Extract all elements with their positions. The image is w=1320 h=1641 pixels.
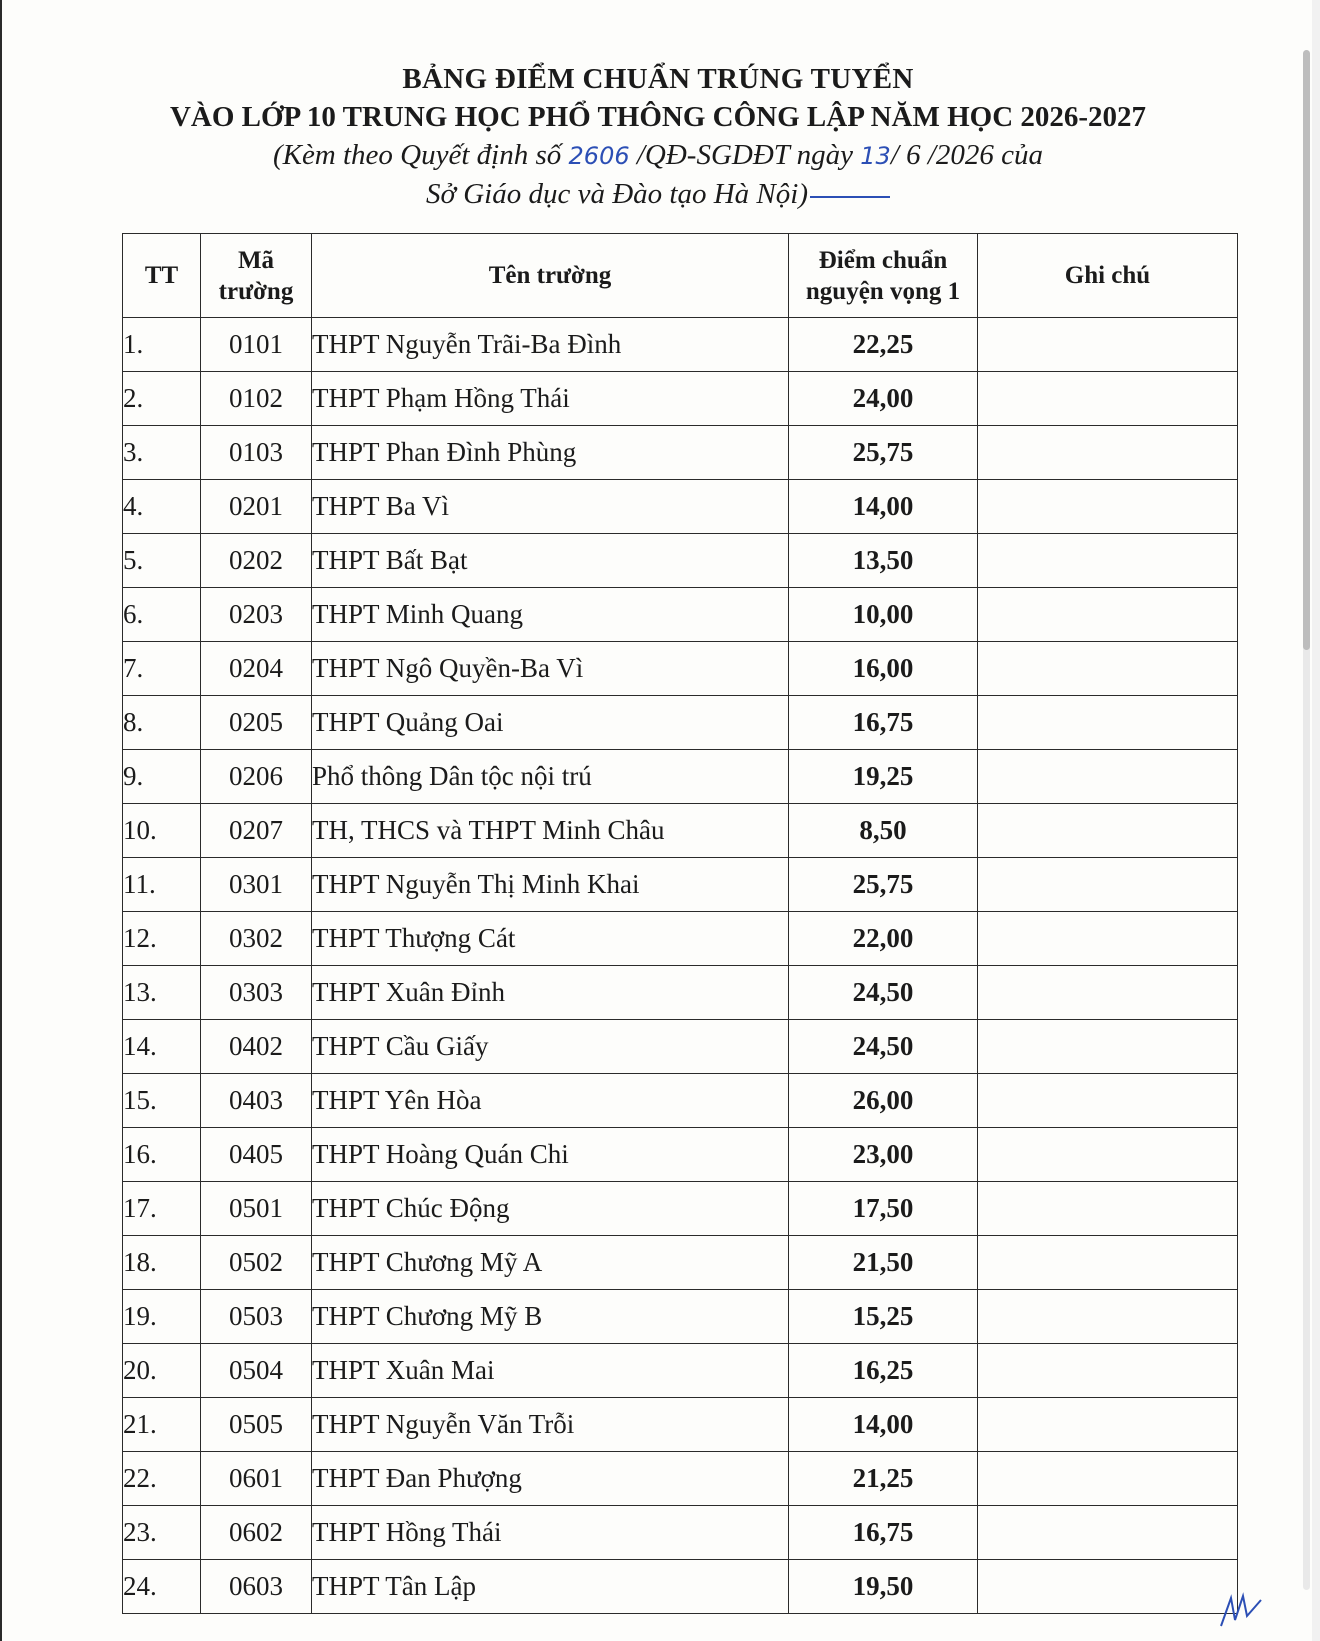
table-row (123, 912, 1238, 966)
cutoff-score: 10,00 (789, 588, 978, 642)
cutoff-score: 16,75 (789, 696, 978, 750)
school-code: 0502 (201, 1236, 312, 1290)
note (978, 1344, 1238, 1398)
page-edge (1312, 0, 1320, 1641)
row-number: 2. (123, 372, 201, 426)
table-row (123, 480, 1238, 534)
school-name: THPT Phan Đình Phùng (312, 426, 789, 480)
table-row (123, 426, 1238, 480)
note (978, 1128, 1238, 1182)
subtitle-issuer: Sở Giáo dục và Đào tạo Hà Nội) (426, 178, 808, 210)
school-code: 0405 (201, 1128, 312, 1182)
scrollbar-thumb[interactable] (1303, 50, 1310, 650)
note (978, 588, 1238, 642)
school-code: 0501 (201, 1182, 312, 1236)
school-name: THPT Chúc Động (312, 1182, 789, 1236)
col-header-diem-chuan: Điểm chuẩn nguyện vọng 1 (789, 234, 978, 318)
note (978, 804, 1238, 858)
school-code: 0101 (201, 318, 312, 372)
table-row (123, 1398, 1238, 1452)
row-number: 17. (123, 1182, 201, 1236)
school-name: THPT Bất Bạt (312, 534, 789, 588)
note (978, 1236, 1238, 1290)
table-row (123, 642, 1238, 696)
table-row (123, 1560, 1238, 1614)
row-number: 5. (123, 534, 201, 588)
note (978, 1290, 1238, 1344)
row-number: 9. (123, 750, 201, 804)
school-code: 0503 (201, 1290, 312, 1344)
decision-number-handwritten: 2606 (568, 142, 630, 170)
school-name: THPT Phạm Hồng Thái (312, 372, 789, 426)
row-number: 14. (123, 1020, 201, 1074)
note (978, 534, 1238, 588)
cutoff-score: 21,25 (789, 1452, 978, 1506)
col-header-ten-truong: Tên trường (312, 234, 789, 318)
school-code: 0102 (201, 372, 312, 426)
row-number: 6. (123, 588, 201, 642)
table-row (123, 858, 1238, 912)
cutoff-score: 24,50 (789, 966, 978, 1020)
note (978, 858, 1238, 912)
cutoff-score: 23,00 (789, 1128, 978, 1182)
row-number: 15. (123, 1074, 201, 1128)
table-row (123, 372, 1238, 426)
table-row (123, 1128, 1238, 1182)
col-header-ma-truong: Mã trường (201, 234, 312, 318)
school-name: THPT Quảng Oai (312, 696, 789, 750)
school-name: THPT Ngô Quyền-Ba Vì (312, 642, 789, 696)
table-row (123, 1074, 1238, 1128)
decision-day-handwritten: 13 (860, 142, 891, 170)
school-name: THPT Tân Lập (312, 1560, 789, 1614)
table-row (123, 804, 1238, 858)
table-row (123, 1236, 1238, 1290)
table-row (123, 318, 1238, 372)
cutoff-score: 19,50 (789, 1560, 978, 1614)
school-name: THPT Thượng Cát (312, 912, 789, 966)
school-code: 0403 (201, 1074, 312, 1128)
table-row (123, 1020, 1238, 1074)
title-line-1: BẢNG ĐIỂM CHUẨN TRÚNG TUYỂN (402, 63, 914, 95)
school-name: THPT Chương Mỹ B (312, 1290, 789, 1344)
cutoff-score: 21,50 (789, 1236, 978, 1290)
cutoff-score: 14,00 (789, 480, 978, 534)
school-name: Phổ thông Dân tộc nội trú (312, 750, 789, 804)
table-row (123, 1182, 1238, 1236)
subtitle-line-1 (2, 136, 1314, 175)
school-code: 0303 (201, 966, 312, 1020)
note (978, 966, 1238, 1020)
cutoff-score: 24,00 (789, 372, 978, 426)
cutoff-score: 15,25 (789, 1290, 978, 1344)
cutoff-score: 22,00 (789, 912, 978, 966)
subtitle-text-3: / 6 /2026 của (890, 139, 1044, 171)
school-code: 0207 (201, 804, 312, 858)
cutoff-score: 17,50 (789, 1182, 978, 1236)
school-name: THPT Minh Quang (312, 588, 789, 642)
school-name: THPT Nguyễn Thị Minh Khai (312, 858, 789, 912)
table-row (123, 1506, 1238, 1560)
table-row (123, 966, 1238, 1020)
row-number: 3. (123, 426, 201, 480)
subtitle-text-2: /QĐ-SGDĐT ngày (629, 139, 861, 171)
col-header-tt: TT (123, 234, 201, 318)
subtitle-line-2 (2, 175, 1314, 213)
school-name: THPT Chương Mỹ A (312, 1236, 789, 1290)
note (978, 642, 1238, 696)
table-body (123, 318, 1238, 1614)
school-code: 0203 (201, 588, 312, 642)
row-number: 16. (123, 1128, 201, 1182)
table-row (123, 1290, 1238, 1344)
school-code: 0202 (201, 534, 312, 588)
school-name: THPT Xuân Mai (312, 1344, 789, 1398)
cutoff-score: 16,00 (789, 642, 978, 696)
school-code: 0601 (201, 1452, 312, 1506)
school-code: 0602 (201, 1506, 312, 1560)
cutoff-score: 24,50 (789, 1020, 978, 1074)
school-code: 0201 (201, 480, 312, 534)
school-name: TH, THCS và THPT Minh Châu (312, 804, 789, 858)
row-number: 20. (123, 1344, 201, 1398)
row-number: 13. (123, 966, 201, 1020)
initial-mark (810, 182, 890, 198)
note (978, 480, 1238, 534)
cutoff-score: 19,25 (789, 750, 978, 804)
school-name: THPT Đan Phượng (312, 1452, 789, 1506)
score-table (122, 233, 1238, 1614)
school-name: THPT Xuân Đỉnh (312, 966, 789, 1020)
school-name: THPT Cầu Giấy (312, 1020, 789, 1074)
school-code: 0402 (201, 1020, 312, 1074)
school-code: 0204 (201, 642, 312, 696)
school-code: 0205 (201, 696, 312, 750)
note (978, 426, 1238, 480)
cutoff-score: 16,25 (789, 1344, 978, 1398)
row-number: 1. (123, 318, 201, 372)
row-number: 11. (123, 858, 201, 912)
row-number: 4. (123, 480, 201, 534)
cutoff-score: 8,50 (789, 804, 978, 858)
cutoff-score: 26,00 (789, 1074, 978, 1128)
school-name: THPT Yên Hòa (312, 1074, 789, 1128)
document-header (2, 60, 1314, 213)
table-header-row (123, 234, 1238, 318)
school-code: 0603 (201, 1560, 312, 1614)
subtitle-text-1: (Kèm theo Quyết định số (272, 139, 569, 171)
table-row (123, 696, 1238, 750)
school-name: THPT Hoàng Quán Chi (312, 1128, 789, 1182)
row-number: 7. (123, 642, 201, 696)
cutoff-score: 14,00 (789, 1398, 978, 1452)
school-name: THPT Nguyễn Văn Trỗi (312, 1398, 789, 1452)
table-row (123, 750, 1238, 804)
table-row (123, 1452, 1238, 1506)
table-row (123, 534, 1238, 588)
note (978, 1560, 1238, 1614)
note (978, 912, 1238, 966)
cutoff-score: 16,75 (789, 1506, 978, 1560)
col-header-ghi-chu: Ghi chú (978, 234, 1238, 318)
row-number: 23. (123, 1506, 201, 1560)
row-number: 10. (123, 804, 201, 858)
cutoff-score: 25,75 (789, 858, 978, 912)
table-row (123, 588, 1238, 642)
row-number: 22. (123, 1452, 201, 1506)
cutoff-score: 25,75 (789, 426, 978, 480)
note (978, 1452, 1238, 1506)
row-number: 12. (123, 912, 201, 966)
cutoff-score: 13,50 (789, 534, 978, 588)
school-code: 0505 (201, 1398, 312, 1452)
table-row (123, 1344, 1238, 1398)
school-name: THPT Ba Vì (312, 480, 789, 534)
row-number: 18. (123, 1236, 201, 1290)
school-code: 0206 (201, 750, 312, 804)
school-code: 0302 (201, 912, 312, 966)
note (978, 1020, 1238, 1074)
row-number: 8. (123, 696, 201, 750)
row-number: 21. (123, 1398, 201, 1452)
school-name: THPT Hồng Thái (312, 1506, 789, 1560)
scrollbar[interactable] (1303, 50, 1310, 1590)
note (978, 696, 1238, 750)
row-number: 19. (123, 1290, 201, 1344)
row-number: 24. (123, 1560, 201, 1614)
school-code: 0504 (201, 1344, 312, 1398)
note (978, 372, 1238, 426)
note (978, 750, 1238, 804)
note (978, 1182, 1238, 1236)
note (978, 1074, 1238, 1128)
note (978, 1398, 1238, 1452)
school-code: 0103 (201, 426, 312, 480)
note (978, 1506, 1238, 1560)
note (978, 318, 1238, 372)
school-code: 0301 (201, 858, 312, 912)
school-name: THPT Nguyễn Trãi-Ba Đình (312, 318, 789, 372)
signature-mark (1217, 1590, 1267, 1630)
cutoff-score: 22,25 (789, 318, 978, 372)
title-line-2: VÀO LỚP 10 TRUNG HỌC PHỔ THÔNG CÔNG LẬP NĂM HỌC 2026-2027 (169, 101, 1147, 133)
